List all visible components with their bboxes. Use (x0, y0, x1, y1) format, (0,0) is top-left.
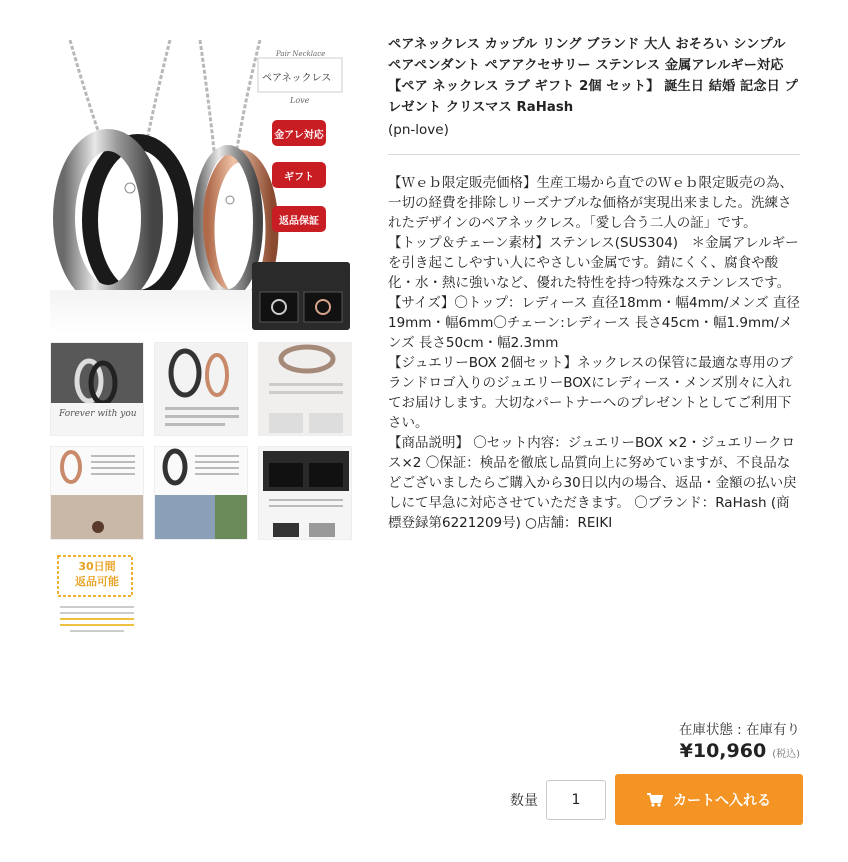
price-row (680, 740, 800, 762)
quantity-input[interactable] (546, 780, 606, 820)
product-description: 【Ｗｅｂ限定販売価格】生産工場から直でのＷｅｂ限定販売の為、一切の経費を排除しリーズナブルな価格が実現出来ました。洗練されたデザインのペアネックレス。「愛し合う二人の証」です。 【トップ＆チェーン素材】ステンレス(SUS304) ＊金属アレルギーを引き起こしやすい人にやさしい金属です。錆にくく、腐食や酸化・水・熱に強いなど、優れた特性を持つ特殊なステンレスです。 【サイズ】〇トップ：レディース 直径18mm・幅4mm/メンズ 直径19mm・幅6mm〇チェーン:レディース 長さ45cm・幅1.9mm/メンズ 長さ50cm・幅2.3mm 【ジュエリーBOX 2個セット】ネックレスの保管に最適な専用のブランドロゴ入りのジュエリーBOXにレディース・メンズ別々に入れてお届けします。大切なパートナーへのプレゼントとしてご利用下さい。 【商品説明】 〇セット内容：ジュエリーBOX ×2・ジュエリークロス×2 〇保証：検品を徹底し品質向上に努めていますが、不良品などございましたらご購入から30日以内の場合、返品・金額の払い戻しにて早急に対応させていただきます。 〇ブランド：RaHash (商標登録第6221209号) ○店舗：REIKI (388, 175, 800, 531)
price: ¥10,960 (679, 740, 767, 762)
main-heading-jp: ペアネックレス (262, 73, 332, 84)
rings-closeup-icon (155, 343, 248, 436)
couple-photo-icon (51, 343, 144, 436)
main-product-image[interactable] (50, 40, 352, 334)
main-heading-en: Pair Necklace (276, 50, 326, 58)
thumbnail-5[interactable] (154, 446, 248, 540)
stock-status: 在庫状態 : 在庫有り (678, 722, 800, 738)
thumbnail-6[interactable] (258, 446, 352, 540)
cart-icon (647, 793, 663, 807)
return-guarantee-label: 30日間 返品可能 (75, 560, 119, 588)
size-spec-men-icon (155, 447, 248, 540)
thumbnail-3[interactable] (258, 342, 352, 436)
add-to-cart-label: カートへ入れる (673, 792, 771, 809)
product-title: ペアネックレス カップル リング ブランド 大人 おそろい シンプル ペアペンダント ペアアクセサリー ステンレス 金属アレルギー対応 【ペア ネックレス ラブ ギフト 2個 セット】 誕生日 結婚 記念日 プレゼント クリスマス RaHash (388, 37, 798, 115)
add-to-cart-button[interactable] (615, 774, 803, 825)
ring-detail-icon (259, 343, 352, 436)
jewelry-box-icon (259, 447, 352, 540)
badge-allergy: 金アレ対応 (272, 120, 326, 146)
quantity-label: 数量 (510, 792, 538, 809)
thumbnail-1[interactable] (50, 342, 144, 436)
thumbnail-grid (50, 342, 352, 644)
divider (388, 154, 800, 155)
badge-return: 返品保証 (272, 206, 326, 232)
product-gallery (50, 40, 352, 644)
size-spec-women-icon (51, 447, 144, 540)
main-love-text: Love (290, 96, 310, 105)
tax-note: (税込) (772, 749, 800, 760)
badge-gift: ギフト (272, 162, 326, 188)
thumbnail-1-label: Forever with you (59, 409, 137, 419)
thumbnail-2[interactable] (154, 342, 248, 436)
thumbnail-4[interactable] (50, 446, 144, 540)
thumbnail-7[interactable] (50, 550, 144, 644)
product-info (388, 34, 802, 533)
cart-row (510, 774, 803, 825)
product-code: (pn-love) (388, 122, 449, 138)
